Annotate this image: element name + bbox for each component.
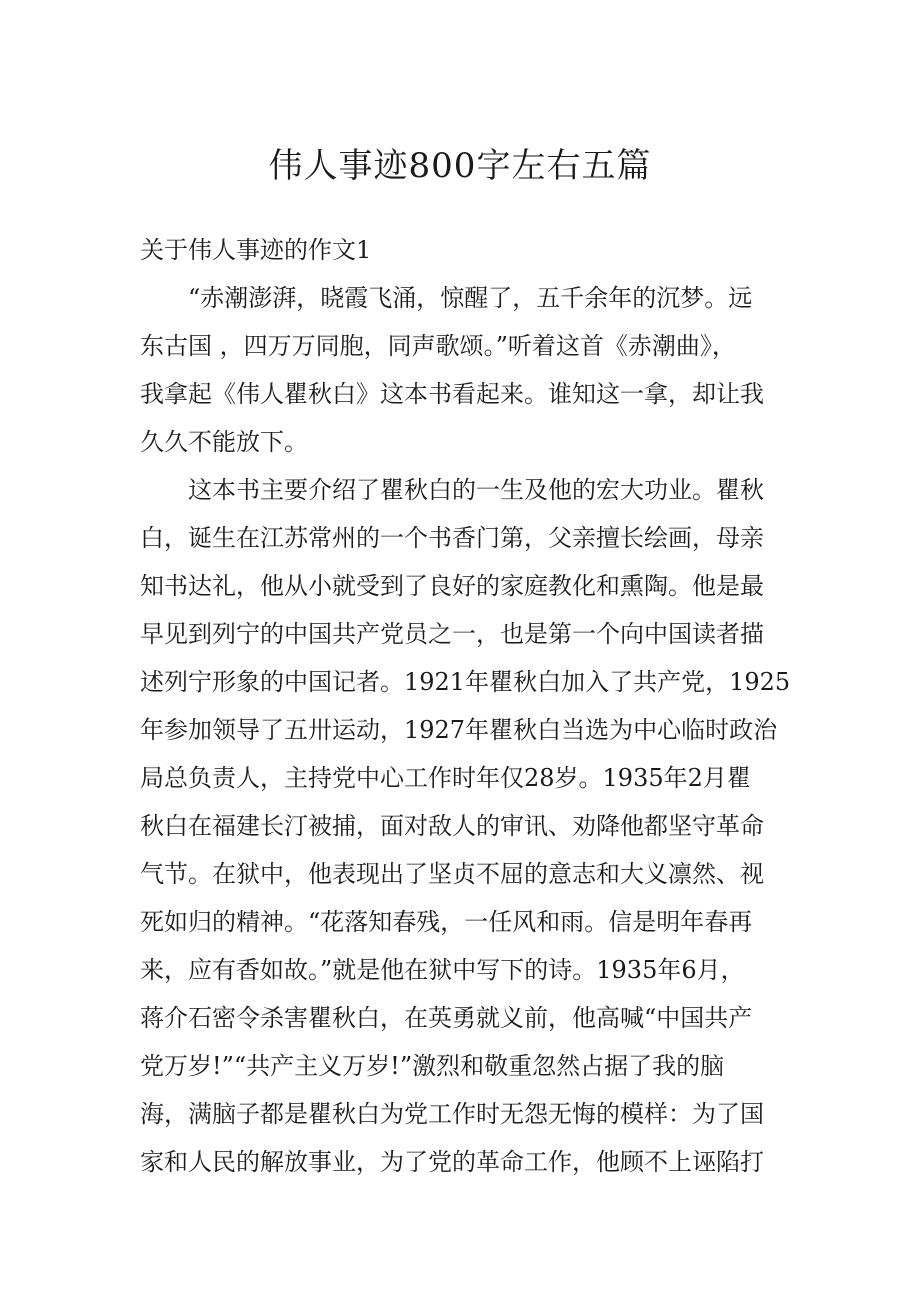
text-line: 述列宁形象的中国记者。1921年瞿秋白加入了共产党，1925 (140, 668, 791, 696)
text-line: 蒋介石密令杀害瞿秋白，在英勇就义前，他高喊“中国共产 (140, 1004, 753, 1032)
text-line: 年参加领导了五卅运动，1927年瞿秋白当选为中心临时政治 (140, 716, 778, 744)
text-line: 东古国 ，四万万同胞，同声歌颂。”听着这首《赤潮曲》， (140, 332, 736, 360)
text-line: 家和人民的解放事业，为了党的革命工作，他顾不上诬陷打 (140, 1148, 764, 1176)
document-body (140, 226, 796, 1186)
text-line: 气节。在狱中，他表现出了坚贞不屈的意志和大义凛然、视 (140, 860, 764, 888)
text-line: 局总负责人，主持党中心工作时年仅28岁。1935年2月瞿 (140, 764, 751, 792)
text-line: 我拿起《伟人瞿秋白》这本书看起来。谁知这一拿，却让我 (140, 380, 764, 408)
text-line: 秋白在福建长汀被捕，面对敌人的审讯、劝降他都坚守革命 (140, 812, 764, 840)
text-line: 知书达礼，他从小就受到了良好的家庭教化和熏陶。他是最 (140, 572, 764, 600)
text-line: 早见到列宁的中国共产党员之一，也是第一个向中国读者描 (140, 620, 764, 648)
text-line: 久久不能放下。 (140, 428, 308, 456)
text-line: 死如归的精神。“花落知春残，一任风和雨。信是明年春再 (140, 908, 753, 936)
text-line: 党万岁!”“共产主义万岁!”激烈和敬重忽然占据了我的脑 (140, 1052, 725, 1080)
text-line: 白，诞生在江苏常州的一个书香门第，父亲擅长绘画，母亲 (140, 524, 764, 552)
text-line: 来，应有香如故。”就是他在狱中写下的诗。1935年6月， (140, 956, 745, 984)
page-title: 伟人事迹800字左右五篇 (268, 146, 652, 186)
section-heading: 关于伟人事迹的作文1 (140, 236, 372, 264)
text-line: “赤潮澎湃，晓霞飞涌，惊醒了，五千余年的沉梦。远 (188, 284, 753, 312)
text-line: 海，满脑子都是瞿秋白为党工作时无怨无悔的模样：为了国 (140, 1100, 764, 1128)
text-line: 这本书主要介绍了瞿秋白的一生及他的宏大功业。瞿秋 (188, 476, 764, 504)
paragraph-lines (140, 274, 796, 1186)
